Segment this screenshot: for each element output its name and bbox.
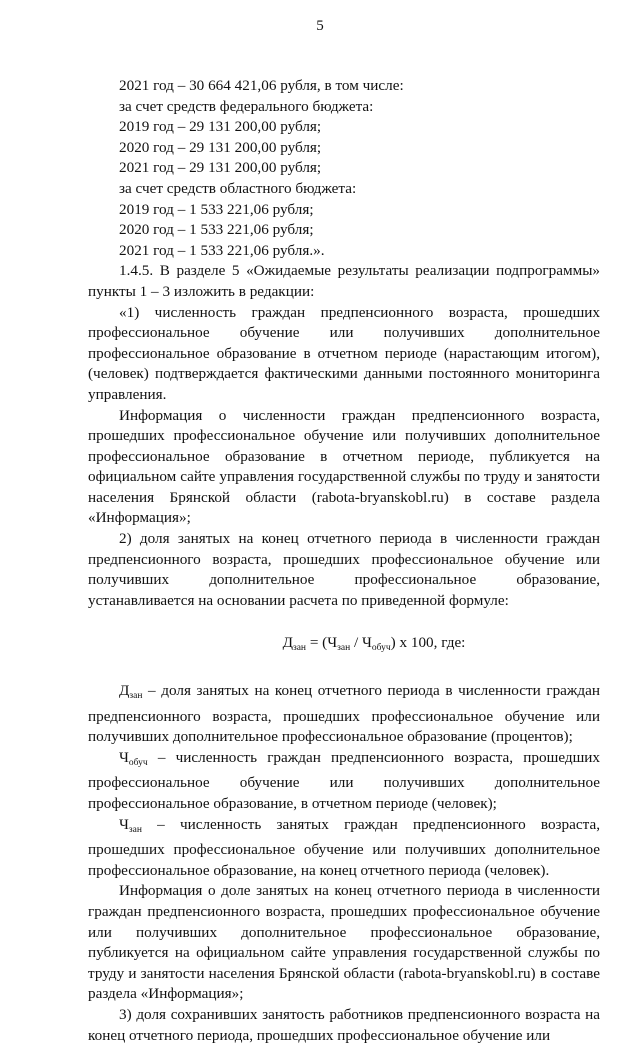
budget-line: 2021 год – 30 664 421,06 рубля, в том числе: — [119, 77, 404, 94]
paragraph-section-amendment: 1.4.5. В разделе 5 «Ожидаемые результаты реализации подпрограммы» пункты 1 – 3 изложить в редакции: — [88, 262, 600, 300]
paragraph-item-3: 3) доля сохранивших занятость работников предпенсионного возраста на конец отчетного периода, прошедших профессиональное обучение или — [88, 1005, 600, 1044]
budget-line: 2020 год – 29 131 200,00 рубля; — [119, 138, 322, 156]
budget-line: 2020 год – 1 533 221,06 рубля; — [119, 221, 314, 239]
definition-symbol: Д — [119, 682, 130, 700]
document-body — [88, 76, 600, 1046]
formula-num-symbol: Ч — [327, 634, 338, 652]
budget-line: 2021 год – 29 131 200,00 рубля; — [119, 159, 322, 177]
definition-sub: обуч — [128, 757, 148, 768]
definition-symbol: Ч — [119, 815, 129, 833]
formula-tail: ) x 100, где: — [390, 634, 466, 652]
budget-line: за счет средств областного бюджета: — [119, 179, 357, 197]
definition-sub: зан — [128, 824, 142, 835]
paragraph-info-2: Информация о доле занятых на конец отчетного периода в численности граждан предпенсионного возраста, прошедших профессиональное обучение или получивших дополнительное профессиональное образование, публикуется на официальном сайте управления государственной службы по труду и занятости населения Брянской области (rabota-bryanskobl.ru) в составе раздела «Информация»; — [88, 882, 600, 1003]
budget-line: 2019 год – 1 533 221,06 рубля; — [119, 200, 314, 218]
formula-lhs-symbol: Д — [282, 634, 293, 652]
paragraph-info-1: Информация о численности граждан предпенсионного возраста, прошедших профессиональное обучение или получивших дополнительное профессиональное образование в отчетном периоде, публикуется на официальном сайте управления государственной службы по труду и занятости населения Брянской области (rabota-bryanskobl.ru) в составе раздела «Информация»; — [88, 406, 600, 527]
budget-line: за счет средств федерального бюджета: — [119, 97, 374, 115]
definition-symbol: Ч — [119, 748, 129, 766]
definition-text: – численность граждан предпенсионного возраста, прошедших профессиональное обучение или получивших дополнительное профессиональное образование, в отчетном периоде (человек); — [88, 748, 600, 812]
formula-eq: = ( — [306, 634, 328, 652]
definition-item — [88, 815, 600, 882]
definition-text: – численность занятых граждан предпенсионного возраста, прошедших профессиональное обучение или получивших дополнительное профессиональное образование, на конец отчетного периода (человек). — [88, 815, 600, 879]
budget-line: 2019 год – 29 131 200,00 рубля; — [119, 118, 322, 136]
formula-lhs-sub: зан — [292, 643, 307, 654]
definition-sub: зан — [129, 691, 143, 702]
formula — [88, 633, 600, 659]
definition-item — [88, 748, 600, 815]
budget-line: 2021 год – 1 533 221,06 рубля.». — [119, 241, 325, 259]
definition-text: – доля занятых на конец отчетного периода в численности граждан предпенсионного возраста, прошедших профессиональное обучение или получивших дополнительное профессиональное образование (процентов); — [88, 682, 600, 746]
definition-item — [88, 681, 600, 748]
paragraph-item-1: «1) численность граждан предпенсионного возраста, прошедших профессиональное обучение или получивших дополнительное профессиональное образование в отчетном периоде (нарастающим итогом), (человек) подтверждается фактическими данными постоянного мониторинга управления. — [88, 303, 600, 403]
page-number: 5 — [316, 18, 324, 34]
formula-den-symbol: Ч — [362, 634, 372, 652]
formula-den-sub: обуч — [371, 643, 391, 654]
paragraph-item-2: 2) доля занятых на конец отчетного периода в численности граждан предпенсионного возраста, прошедших профессиональное обучение или получивших дополнительное профессиональное образование, устанавливается на основании расчета по приведенной формуле: — [88, 530, 600, 609]
definitions — [88, 681, 600, 881]
formula-num-sub: зан — [337, 643, 351, 654]
formula-slash: / — [350, 634, 362, 652]
